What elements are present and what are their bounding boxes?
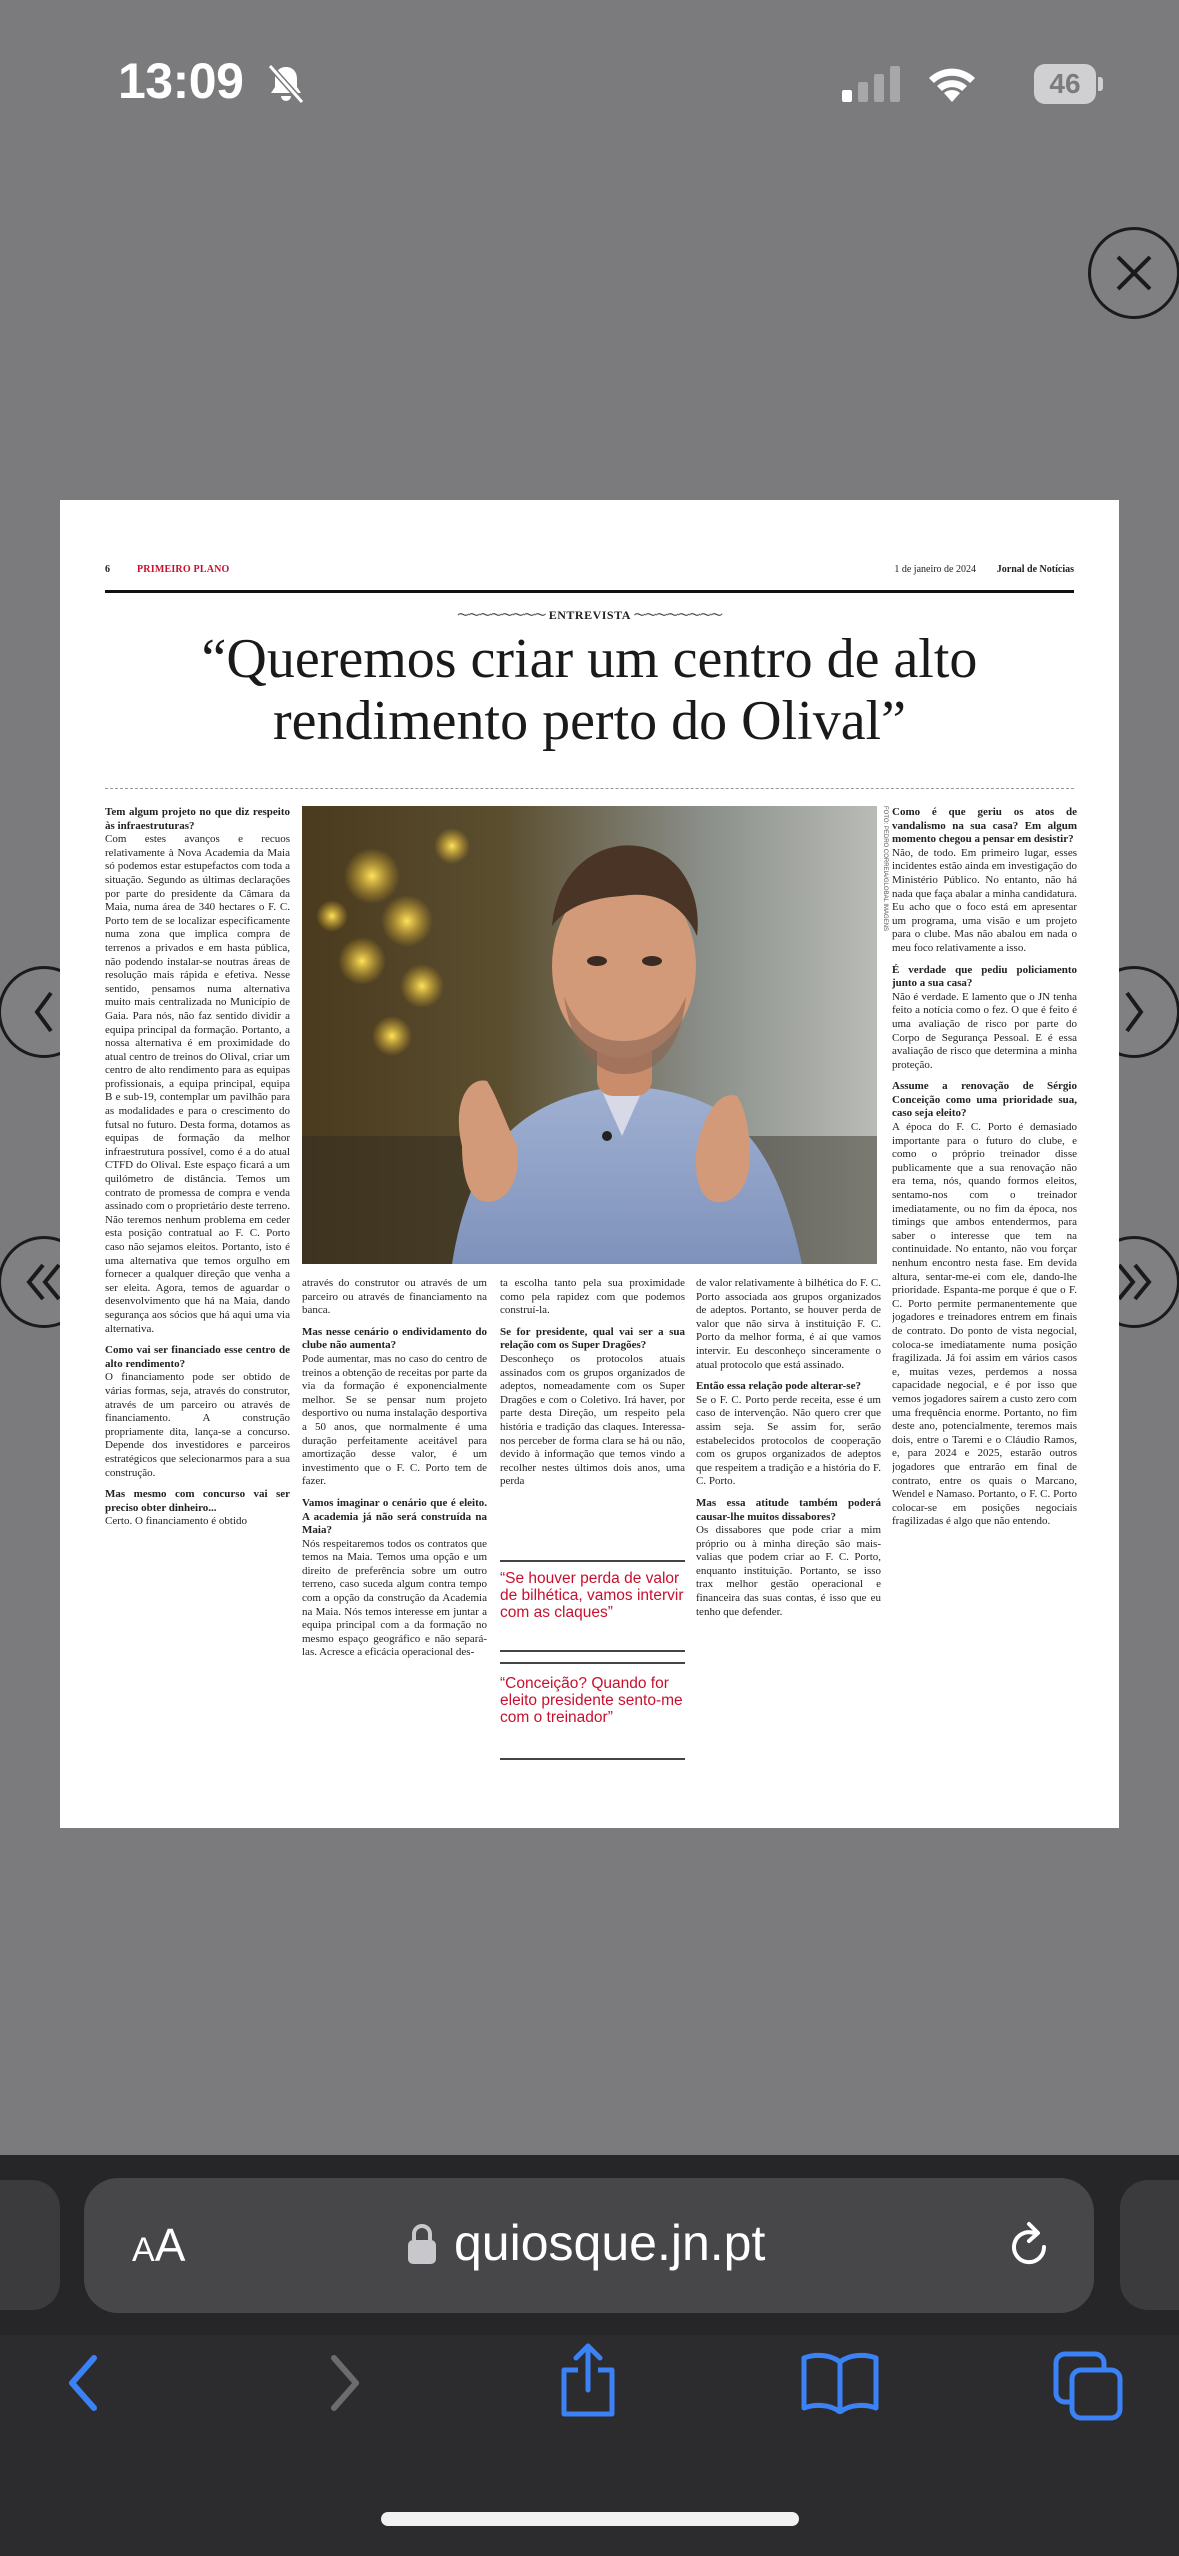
page-number: 6 [105, 564, 110, 575]
issue-date: 1 de janeiro de 2024 [894, 564, 976, 575]
text-size-button[interactable]: AA [132, 2219, 186, 2271]
publication-name: Jornal de Notícias [996, 564, 1074, 575]
page-header [105, 564, 1074, 580]
header-rule [105, 590, 1074, 593]
article-column-2: através do construtor ou através de um parceiro ou através de financiamento na banca. Mas nesse cenário o endividamento do clube não aumenta? Pode aumentar, mas no caso do centro de treinos a obtenção de receitas por parte da via da formação é exponencialmente melhor. Se se pensar num projeto desportivo ou numa instalação desportiva a 50 anos, que normalmente é uma duração perfeitamente aceitável para amortização desse valor, é um investimento que o F. C. Porto tem de fazer. Vamos imaginar o cenário que é eleito. A academia já não será construída na Maia? Nós respeitaremos todos os contratos que temos na Maia. Temos uma opção e um direito de preferência sobre um outro terreno, caso suceda algum contra tempo com a opção da construção da Academia na Maia. Nós temos interesse em juntar a equipa principal com a da formação no mesmo espaço geográfico e não separá-las. Acresce a eficácia operacional des- [302, 1277, 487, 1659]
status-time: 13:09 [118, 53, 244, 109]
close-button[interactable] [1088, 227, 1179, 319]
chevron-right-icon [1114, 987, 1154, 1037]
bell-slash-icon [264, 62, 308, 106]
kicker: 〜〜〜〜〜〜〜〜 ENTREVISTA 〜〜〜〜〜〜〜〜 [457, 608, 722, 622]
wifi-icon [924, 62, 980, 104]
battery-level: 46 [1049, 68, 1081, 99]
battery-icon [1034, 64, 1104, 104]
section-label: PRIMEIRO PLANO [137, 564, 230, 575]
pull-quote-rule [500, 1662, 685, 1664]
pull-quote-rule [500, 1650, 685, 1652]
headline: “Queremos criar um centro de alto rendimento perto do Olival” [201, 628, 978, 752]
previous-tab-peek[interactable] [0, 2180, 60, 2310]
back-icon[interactable] [60, 2348, 110, 2418]
article-column-4: de valor relativamente à bilhética do F. C. Porto associada aos grupos organizados de adeptos. Portanto, se houver perda de valor que não sirva à instituição F. C. Porto da melhor forma, é aí que vamos intervir. Eu desconheço sinceramente o atual protocolo que está assinado. Então essa relação pode alterar-se? Se o F. C. Porto perde receita, esse é um caso de intervenção. Não quero crer que assim seja. Se assim for, serão estabelecidos protocolos de cooperação com os grupos organizados de adeptos que respeitem a tradição e a história do F. C. Porto. Mas essa atitude também poderá causar-lhe muitos dissabores? Os dissabores que pode criar a mim próprio ou à minha direção são mais-valias que podem criar ao F. C. Porto, enquanto instituição. Portanto, se isso trax melhor gestão operacional e financeira das suas contas, é isso que eu tenho que defender. [696, 1277, 881, 1618]
pull-quote-2: “Conceição? Quando for eleito presidente sento-me com o treinador” [500, 1675, 683, 1726]
tabs-icon[interactable] [1052, 2350, 1124, 2422]
pull-quote-1: “Se houver perda de valor de bilhética, vamos intervir com as claques” [500, 1570, 684, 1621]
next-tab-peek[interactable] [1120, 2180, 1179, 2310]
reload-icon[interactable] [1002, 2220, 1056, 2274]
newspaper-page[interactable] [60, 500, 1119, 1828]
lock-icon [406, 2222, 438, 2266]
chevron-left-icon [24, 987, 64, 1037]
kicker-label: ENTREVISTA [548, 608, 631, 622]
pull-quote-rule [500, 1560, 685, 1562]
photo-credit: FOTO: PEDRO CORREIA/GLOBAL IMAGENS [882, 806, 888, 932]
cellular-signal-icon [842, 66, 904, 102]
pull-quote-rule [500, 1758, 685, 1760]
forward-icon[interactable] [318, 2348, 368, 2418]
url-text[interactable]: quiosque.jn.pt [454, 2215, 766, 2271]
address-area [0, 2155, 1179, 2335]
article-column-1: Tem algum projeto no que diz respeito às infraestruturas? Com estes avanços e recuos relativamente à Nova Academia da Maia só podemos estar estupefactos com toda a situação. Segundo as últimas declarações por parte do presidente da Câmara da Maia, numa área de 340 hectares o F. C. Porto tem de se localizar especificamente numa zona que implica compra de terrenos a privados e em hasta pública, não podendo instalar-se noutras áreas de resolução mais rápida e efetiva. Nesse sentido, pensamos numa alternativa muito mais centralizada no Município de Gaia. Para nós, não faz sentido dividir a equipa principal da formação. Portanto, a nossa alternativa é em proximidade do atual centro de treinos do Olival, criar um centro de alto rendimento para as equipas profissionais, a equipa principal, equipa B e sub-19, contemplar um pavilhão para as modalidades e para o crescimento do futsal no futuro. Desta forma, dotamos as equipas de formação da melhor infraestrutura possível, como é a do atual CTFD do Olival. Este espaço ficará a um quilómetro de distância. Temos um contrato de promessa de compra e venda assinado com o proprietário deste terreno. Não teremos nenhum problema em ceder esta posição contratual ao F. C. Porto caso não sejamos eleitos. Portanto, isto é uma alternativa que temos orgulho em fornecer a qualquer direção que venha a ser eleita. Agora, temos de aguardar o desenvolvimento que há na Maia, dando segurança aos sócios que há aqui uma via alternativa. Como vai ser financiado esse centro de alto rendimento? O financiamento pode ser obtido de várias formas, seja, através do construtor, através de um parceiro ou através de financiamento. A construção propriamente dita, lança-se a concurso. Depende dos investidores e parceiros estratégicos que selecionarmos para a sua construção. Mas mesmo com concurso vai ser preciso obter dinheiro... Certo. O financiamento é obtido [105, 806, 290, 1528]
close-icon [1109, 248, 1159, 298]
bookmarks-icon[interactable] [800, 2350, 880, 2414]
headline-rule [105, 788, 1074, 789]
share-icon[interactable] [556, 2340, 620, 2420]
article-column-3: ta escolha tanto pela sua proximidade como pela rapidez com que podemos construí-la. Se for presidente, qual vai ser a sua relação com os Super Dragões? Desconheço os protocolos atuais assinados com os grupos organizados de adeptos, nomeadamente com os Super Dragões e com o Coletivo. Irá haver, por parte desta Direção, um respeito pela história e tradição das claques. Interessa-nos perceber de forma clara se há ou não, devido à informação que temos vindo a recolher nestes últimos dois anos, uma perda [500, 1277, 685, 1488]
home-indicator[interactable] [381, 2512, 799, 2526]
interview-photo [302, 806, 877, 1264]
address-bar[interactable] [84, 2178, 1094, 2313]
status-bar [0, 0, 1179, 150]
article-column-5: Como é que geriu os atos de vandalismo na sua casa? Em algum momento chegou a pensar em desistir? Não, de todo. Em primeiro lugar, esses incidentes estão ainda em investigação do Ministério Público. No entanto, não há nada que faça abalar a minha candidatura. Eu acho que o foco está em apresentar um programa, uma visão e um projeto para o clube. Mas não abalou em nada o meu foco relativamente a isso. É verdade que pediu policiamento junto a sua casa? Não é verdade. E lamento que o JN tenha feito a notícia como o fez. O que é feito é uma avaliação de risco por parte do Corpo de Segurança Pessoal. E é essa avaliação de risco que determina a minha proteção. Assume a renovação de Sérgio Conceição como uma prioridade sua, caso seja eleito? A época do F. C. Porto é demasiado importante para o futuro do clube, e como o próprio treinador disse publicamente que a sua renovação não era tema, nós, quando formos eleitos, sentamo-nos com o treinador imediatamente, ou no fim da época, nos timings que ambos entendermos, para saber o interesse que tem na continuidade. No entanto, não vou forçar nenhum encontro nesta fase. Em devida altura, sentar-me-ei com ele, dando-lhe prioridade. Espanta-me porque é que o F. C. Porto permite permanentemente que jogadores e treinadores entrem em finais de contrato. Do ponto de vista negocial, coloca-se imediatamente numa posição fragilizada. Já foi assim em vários casos e, muitas vezes, perdemos a nossa capacidade negocial, e é por isso que vemos jogadores saírem a custo zero com uma frequência enorme. Portanto, no fim deste ano, potencialmente, teremos mais dois, entre o Taremi e o Cláudio Ramos, e, para 2024 e 2025, estarão outros jogadores que entrarão em final de contrato, entre os quais o Marcano, Wendel e Namaso. Portanto, o F. C. Porto colocar-se em posições negociais fragilizadas é algo que não entendo. [892, 806, 1077, 1528]
